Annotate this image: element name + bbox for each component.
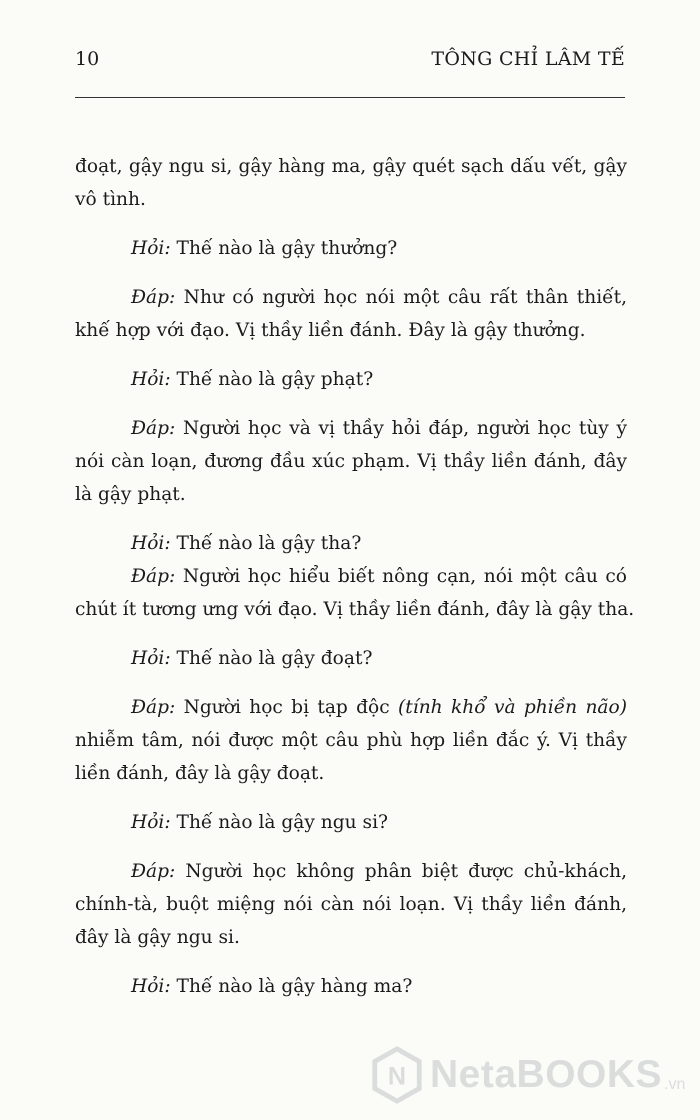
question-text: Thế nào là gậy ngu si? (176, 812, 389, 833)
netabooks-watermark (368, 1045, 698, 1105)
question-label: Hỏi: (131, 369, 171, 390)
gloss-note: (tính khổ và phiền não) (398, 697, 627, 718)
text-line: Người học bị tạp độc (183, 697, 390, 718)
header-rule (75, 97, 625, 98)
paragraph-intro (75, 150, 627, 216)
watermark-brand: NetaBOOKS (430, 1053, 663, 1096)
text-line: khế hợp với đạo. Vị thầy liền đánh. Đây là gậy thưởng. (75, 320, 586, 341)
question-3 (75, 527, 627, 560)
netabooks-logo-icon (368, 1046, 426, 1104)
watermark-tld: .vn (664, 1076, 686, 1093)
answer-label: Đáp: (131, 418, 176, 439)
question-label: Hỏi: (131, 812, 171, 833)
logo-letter: N (387, 1062, 407, 1091)
question-text: Thế nào là gậy hàng ma? (176, 976, 413, 997)
text-line: là gậy phạt. (75, 484, 186, 505)
page-number: 10 (75, 48, 100, 70)
question-text: Thế nào là gậy đoạt? (176, 648, 373, 669)
text-line: vô tình. (75, 189, 146, 210)
text-line: liền đánh, đây là gậy đoạt. (75, 763, 325, 784)
question-label: Hỏi: (131, 533, 171, 554)
answer-label: Đáp: (131, 697, 176, 718)
text-line: Người học không phân biệt được chủ-khách, (185, 861, 627, 882)
page-header (75, 48, 625, 78)
text-line: đây là gậy ngu si. (75, 927, 240, 948)
answer-label: Đáp: (131, 861, 176, 882)
question-4 (75, 642, 627, 675)
answer-label: Đáp: (131, 566, 176, 587)
answer-3 (75, 560, 635, 626)
text-line: Như có người học nói một câu rất thân thiết, (183, 287, 627, 308)
text-line: chính-tà, buột miệng nói càn nói loạn. Vị thầy liền đánh, (75, 894, 627, 915)
answer-4 (75, 691, 627, 790)
answer-label: Đáp: (131, 287, 176, 308)
text-line: đoạt, gậy ngu si, gậy hàng ma, gậy quét sạch dấu vết, gậy (75, 156, 627, 177)
text-line: chút ít tương ưng với đạo. Vị thầy liền đánh, đây là gậy tha. (75, 599, 635, 620)
question-label: Hỏi: (131, 648, 171, 669)
question-label: Hỏi: (131, 976, 171, 997)
answer-2 (75, 412, 627, 511)
answer-5 (75, 855, 627, 954)
question-label: Hỏi: (131, 238, 171, 259)
text-line: Người học hiểu biết nông cạn, nói một câu có (182, 566, 627, 587)
question-1 (75, 232, 627, 265)
question-text: Thế nào là gậy phạt? (176, 369, 374, 390)
running-title: TÔNG CHỈ LÂM TẾ (431, 48, 625, 70)
question-5 (75, 806, 627, 839)
question-text: Thế nào là gậy tha? (176, 533, 362, 554)
question-6 (75, 970, 627, 1003)
question-text: Thế nào là gậy thưởng? (176, 238, 398, 259)
text-line: nói càn loạn, đương đầu xúc phạm. Vị thầy liền đánh, đây (75, 451, 627, 472)
answer-1 (75, 281, 627, 347)
body-text (75, 150, 635, 1003)
text-line: nhiễm tâm, nói được một câu phù hợp liền đắc ý. Vị thầy (75, 730, 627, 751)
question-2 (75, 363, 627, 396)
text-line: Người học và vị thầy hỏi đáp, người học tùy ý (182, 418, 627, 439)
